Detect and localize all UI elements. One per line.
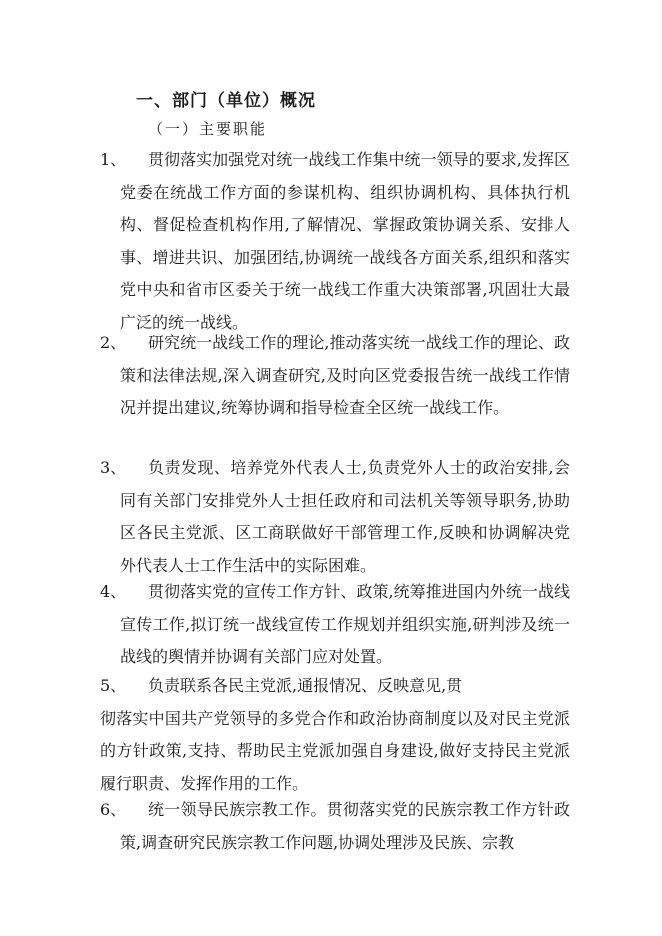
item-text-first-line: 负责联系各民主党派,通报情况、反映意见,贯 xyxy=(148,676,463,695)
item-number: 5、 xyxy=(100,676,127,695)
list-item xyxy=(100,452,570,582)
item-number: 2、 xyxy=(100,333,127,352)
item-text: 贯彻落实党的宣传工作方针、政策,统筹推进国内外统一战线宣传工作,拟订统一战线宣传工作规划并组织实施,研判涉及统一战线的舆情并协调有关部门应对处置。 xyxy=(120,582,570,666)
list-item xyxy=(100,576,570,674)
item-text: 贯彻落实加强党对统一战线工作集中统一领导的要求,发挥区党委在统战工作方面的参谋机构、组织协调机构、具体执行机构、督促检查机构作用,了解情况、掌握政策协调关系、安排人事、增进共识、加强团结,协调统一战线各方面关系,组织和落实党中央和省市区委关于统一战线工作重大决策部署,巩固壮大最广泛的统一战线。 xyxy=(120,150,570,332)
list-item xyxy=(100,670,570,800)
list-item xyxy=(100,144,570,339)
section-heading: 一、部门（单位）概况 xyxy=(136,91,316,111)
item-number: 6、 xyxy=(100,800,127,819)
item-text: 彻落实中国共产党领导的多党合作和政治协商制度以及对民主党派的方针政策,支持、帮助民主党派加强自身建设,做好支持民主党派履行职责、发挥作用的工作。 xyxy=(100,708,570,793)
item-text: 统一领导民族宗教工作。贯彻落实党的民族宗教工作方针政策,调查研究民族宗教工作问题,协调处理涉及民族、宗教 xyxy=(120,800,570,852)
item-text: 研究统一战线工作的理论,推动落实统一战线工作的理论、政策和法律法规,深入调查研究,及时向区党委报告统一战线工作情况并提出建议,统筹协调和指导检查全区统一战线工作。 xyxy=(120,333,570,417)
item-text: 负责发现、培养党外代表人士,负责党外人士的政治安排,会同有关部门安排党外人士担任政府和司法机关等领导职务,协助区各民主党派、区工商联做好干部管理工作,反映和协调解决党外代表人士工作生活中的实际困难。 xyxy=(120,458,570,575)
item-number: 1、 xyxy=(100,150,127,169)
subsection-heading: （一）主要职能 xyxy=(148,120,268,138)
item-number: 3、 xyxy=(100,458,127,477)
list-item xyxy=(100,794,570,859)
item-number: 4、 xyxy=(100,582,127,601)
list-item xyxy=(100,327,570,425)
